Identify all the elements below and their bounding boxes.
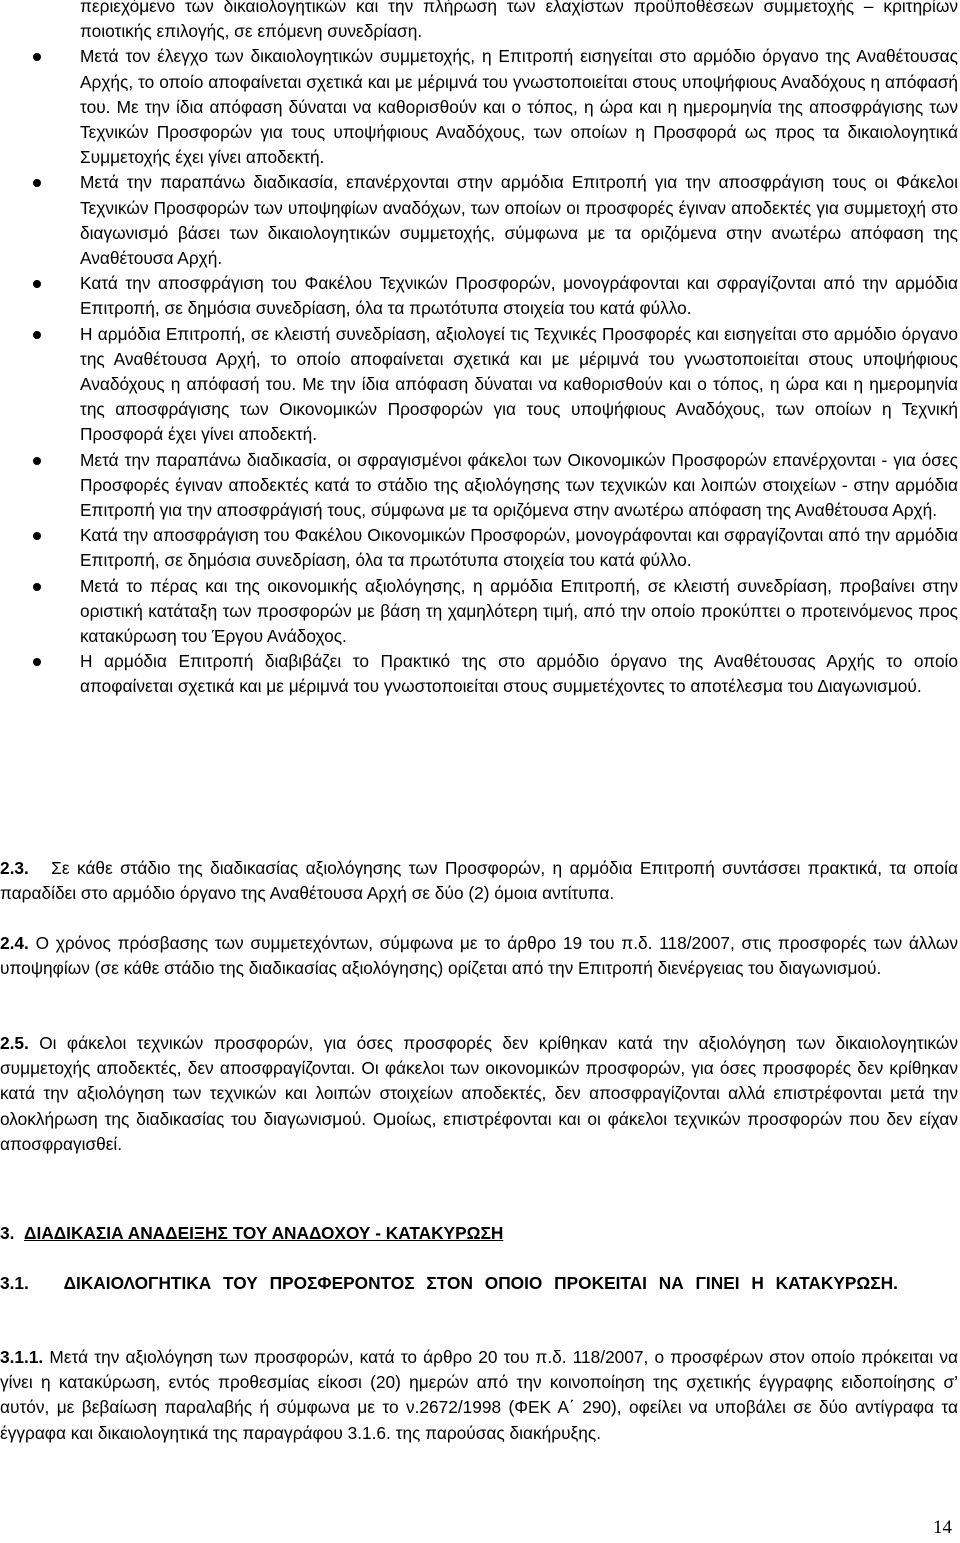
heading-title: ΔΙΚΑΙΟΛΟΓΗΤΙΚΑ ΤΟΥ ΠΡΟΣΦΕΡΟΝΤΟΣ ΣΤΟΝ ΟΠΟΙΟ ΠΡΟΚΕΙΤΑΙ ΝΑ ΓΙΝΕΙ Η ΚΑΤΑΚΥΡΩΣΗ. [63,1273,898,1293]
section-number: 2.5. [0,1033,29,1053]
bullet-text: Μετά τον έλεγχο των δικαιολογητικών συμμετοχής, η Επιτροπή εισηγείται στο αρμόδιο όργανο της Αναθέτουσας Αρχής, το οποίο αποφαίνεται σχετικά και με μέριμνά του γνωστοποιείται στους υποψήφιους Αναδόχους η απόφασή του. Με την ίδια απόφαση δύναται να καθορισθούν και ο τόπος, η ώρα και η ημερομηνία της αποσφράγισης των Τεχνικών Προσφορών για τους υποψήφιους Αναδόχους, των οποίων η Προσφορά ως προς τα δικαιολογητικά Συμμετοχής έχει γίνει αποδεκτή. [80,46,958,168]
bullet-icon [33,457,41,465]
bullet-text: Η αρμόδια Επιτροπή, σε κλειστή συνεδρίαση, αξιολογεί τις Τεχνικές Προσφορές και εισηγείται στο αρμόδιο όργανο της Αναθέτουσα Αρχή, το οποίο αποφαίνεται σχετικά και με μέριμνά του γνωστοποιείται στους υποψήφιους Αναδόχους η απόφασή του. Με την ίδια απόφαση δύναται να καθορισθούν και ο τόπος, η ώρα και η ημερομηνία της αποσφράγισης των Οικονομικών Προσφορών για τους υποψήφιους Αναδόχους, των οποίων η Τεχνική Προσφορά έχει γίνει αποδεκτή. [80,323,958,445]
bullet-text: Κατά την αποσφράγιση του Φακέλου Οικονομικών Προσφορών, μονογράφονται και σφραγίζονται από την αρμόδια Επιτροπή, σε δημόσια συνεδρίαση, όλα τα πρωτότυπα στοιχεία του κατά φύλλο. [80,525,958,571]
bullet-text: Μετά την παραπάνω διαδικασία, οι σφραγισμένοι φάκελοι των Οικονομικών Προσφορών επανέρχονται - για όσες Προσφορές έγιναν αποδεκτές κατά το στάδιο της αξιολόγησης των τεχνικών και λοιπών στοιχείων - στην αρμόδια Επιτροπή για την αποσφράγισή τους, σύμφωνα με τα οριζόμενα στην ανωτέρω απόφαση της Αναθέτουσα Αρχή. [80,449,958,521]
bullet-item [0,0,958,44]
bullet-item [0,574,958,650]
heading-number: 3. [0,1223,15,1243]
heading-number: 3.1. [0,1273,29,1293]
section-3-1-1 [0,1345,958,1446]
section-number: 3.1.1. [0,1347,44,1367]
section-3-heading [0,1221,958,1246]
procedure-bullet-list [0,0,958,700]
bullet-icon [33,331,41,339]
heading-title: ΔΙΑΔΙΚΑΣΙΑ ΑΝΑΔΕΙΞΗΣ ΤΟΥ ΑΝΑΔΟΧΟΥ - ΚΑΤΑΚΥΡΩΣΗ [24,1223,504,1243]
bullet-item [0,271,958,321]
bullet-item [0,44,958,170]
section-number: 2.4. [0,933,29,953]
bullet-icon [33,658,41,666]
bullet-text: περιεχόμενο των δικαιολογητικών και την πλήρωση των ελαχίστων προϋποθέσεων συμμετοχής – κριτηρίων ποιοτικής επιλογής, σε επόμενη συνεδρίαση. [80,0,958,42]
bullet-icon [33,280,41,288]
bullet-icon [33,532,41,540]
bullet-icon [33,53,41,61]
section-3-1-heading [0,1271,958,1296]
bullet-icon [33,179,41,187]
section-number: 2.3. [0,858,29,878]
bullet-text: Κατά την αποσφράγιση του Φακέλου Τεχνικών Προσφορών, μονογράφονται και σφραγίζονται από την αρμόδια Επιτροπή, σε δημόσια συνεδρίαση, όλα τα πρωτότυπα στοιχεία του κατά φύλλο. [80,273,958,319]
section-text: Μετά την αξιολόγηση των προσφορών, κατά το άρθρο 20 του π.δ. 118/2007, ο προσφέρων στον οποίο πρόκειται να γίνει η κατακύρωση, εντός προθεσμίας είκοσι (20) ημερών από την κοινοποίηση της σχετικής έγγραφης ειδοποίησης σ’ αυτόν, με βεβαίωση παραλαβής ή σύμφωνα με το ν.2672/1998 (ΦΕΚ Α΄ 290), οφείλει να υποβάλει σε δύο αντίγραφα τα έγγραφα και δικαιολογητικά της παραγράφου 3.1.6. της παρούσας διακήρυξης. [0,1347,958,1443]
bullet-text: Μετά την παραπάνω διαδικασία, επανέρχονται στην αρμόδια Επιτροπή για την αποσφράγιση τους οι Φάκελοι Τεχνικών Προσφορών των υποψηφίων αναδόχων, των οποίων οι προσφορές έγιναν αποδεκτές για συμμετοχή στο διαγωνισμό βάσει των δικαιολογητικών συμμετοχής, σύμφωνα με τα οριζόμενα στην ανωτέρω απόφαση της Αναθέτουσα Αρχή. [80,172,958,269]
bullet-item [0,170,958,271]
section-text: Ο χρόνος πρόσβασης των συμμετεχόντων, σύμφωνα με το άρθρο 19 του π.δ. 118/2007, στις προσφορές των άλλων υποψηφίων (σε κάθε στάδιο της διαδικασίας αξιολόγησης) ορίζεται από την Επιτροπή διενέργειας του διαγωνισμού. [0,933,958,979]
section-2-4 [0,931,958,981]
bullet-item [0,523,958,573]
page-number: 14 [933,1517,952,1538]
bullet-text: Η αρμόδια Επιτροπή διαβιβάζει το Πρακτικό της στο αρμόδιο όργανο της Αναθέτουσας Αρχής το οποίο αποφαίνεται σχετικά και με μέριμνά του γνωστοποιείται στους συμμετέχοντες το αποτέλεσμα του Διαγωνισμού. [80,651,958,697]
section-text: Οι φάκελοι τεχνικών προσφορών, για όσες προσφορές δεν κρίθηκαν κατά την αξιολόγηση των δικαιολογητικών συμμετοχής αποδεκτές, δεν αποσφραγίζονται. Οι φάκελοι των οικονομικών προσφορών, για όσες προσφορές δεν κρίθηκαν κατά την αξιολόγηση των τεχνικών και λοιπών στοιχείων αποδεκτές, δεν αποσφραγίζονται αλλά επιστρέφονται μετά την ολοκλήρωση της διαδικασίας του διαγωνισμού. Ομοίως, επιστρέφονται και οι φάκελοι τεχνικών προσφορών που δεν είχαν αποσφραγισθεί. [0,1033,958,1154]
section-2-3 [0,856,958,906]
section-text: Σε κάθε στάδιο της διαδικασίας αξιολόγησης των Προσφορών, η αρμόδια Επιτροπή συντάσσει πρακτικά, τα οποία παραδίδει στο αρμόδιο όργανο της Αναθέτουσα Αρχή σε δύο (2) όμοια αντίτυπα. [0,858,958,904]
bullet-icon [33,583,41,591]
section-2-5 [0,1031,958,1157]
bullet-item [0,649,958,699]
bullet-item [0,322,958,448]
bullet-item [0,448,958,524]
bullet-text: Μετά το πέρας και της οικονομικής αξιολόγησης, η αρμόδια Επιτροπή, σε κλειστή συνεδρίαση, προβαίνει στην οριστική κατάταξη των προσφορών με βάση τη χαμηλότερη τιμή, από την οποίο προκύπτει ο προτεινόμενος προς κατακύρωση του Έργου Ανάδοχος. [80,575,958,647]
